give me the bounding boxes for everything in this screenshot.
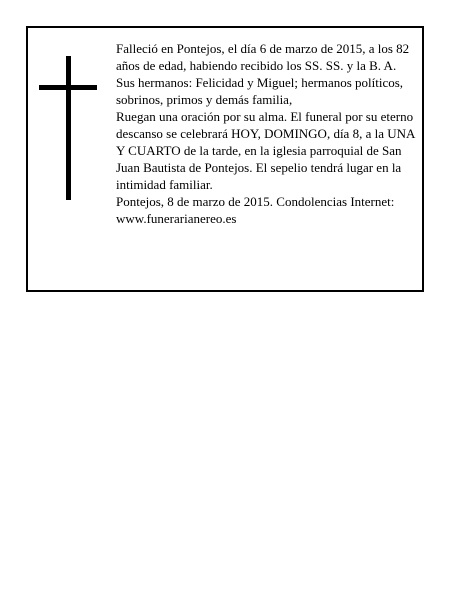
notice-body: [116, 40, 416, 227]
family-mourners: Sus hermanos: Felicidad y Miguel; hermanos políticos, sobrinos, primos y demás familia,: [116, 75, 404, 107]
obituary-notice: [26, 26, 424, 292]
cross-horizontal-bar: [39, 85, 97, 90]
funeral-details: Ruegan una oración por su alma. El funeral por su eterno descanso se celebrará HOY, DOMINGO, día 8, a la UNA Y CUARTO de la tarde, en la iglesia parroquial de San Juan Bautista de Pontejos. El sepelio tendrá lugar en la intimidad familiar.: [116, 109, 415, 192]
place-date-condolences: Pontejos, 8 de marzo de 2015. Condolencias Internet: www.funerarianereo.es: [116, 194, 395, 226]
cross-vertical-bar: [66, 56, 71, 200]
death-announcement: Falleció en Pontejos, el día 6 de marzo de 2015, a los 82 años de edad, habiendo recibido los SS. SS. y la B. A.: [116, 41, 410, 73]
